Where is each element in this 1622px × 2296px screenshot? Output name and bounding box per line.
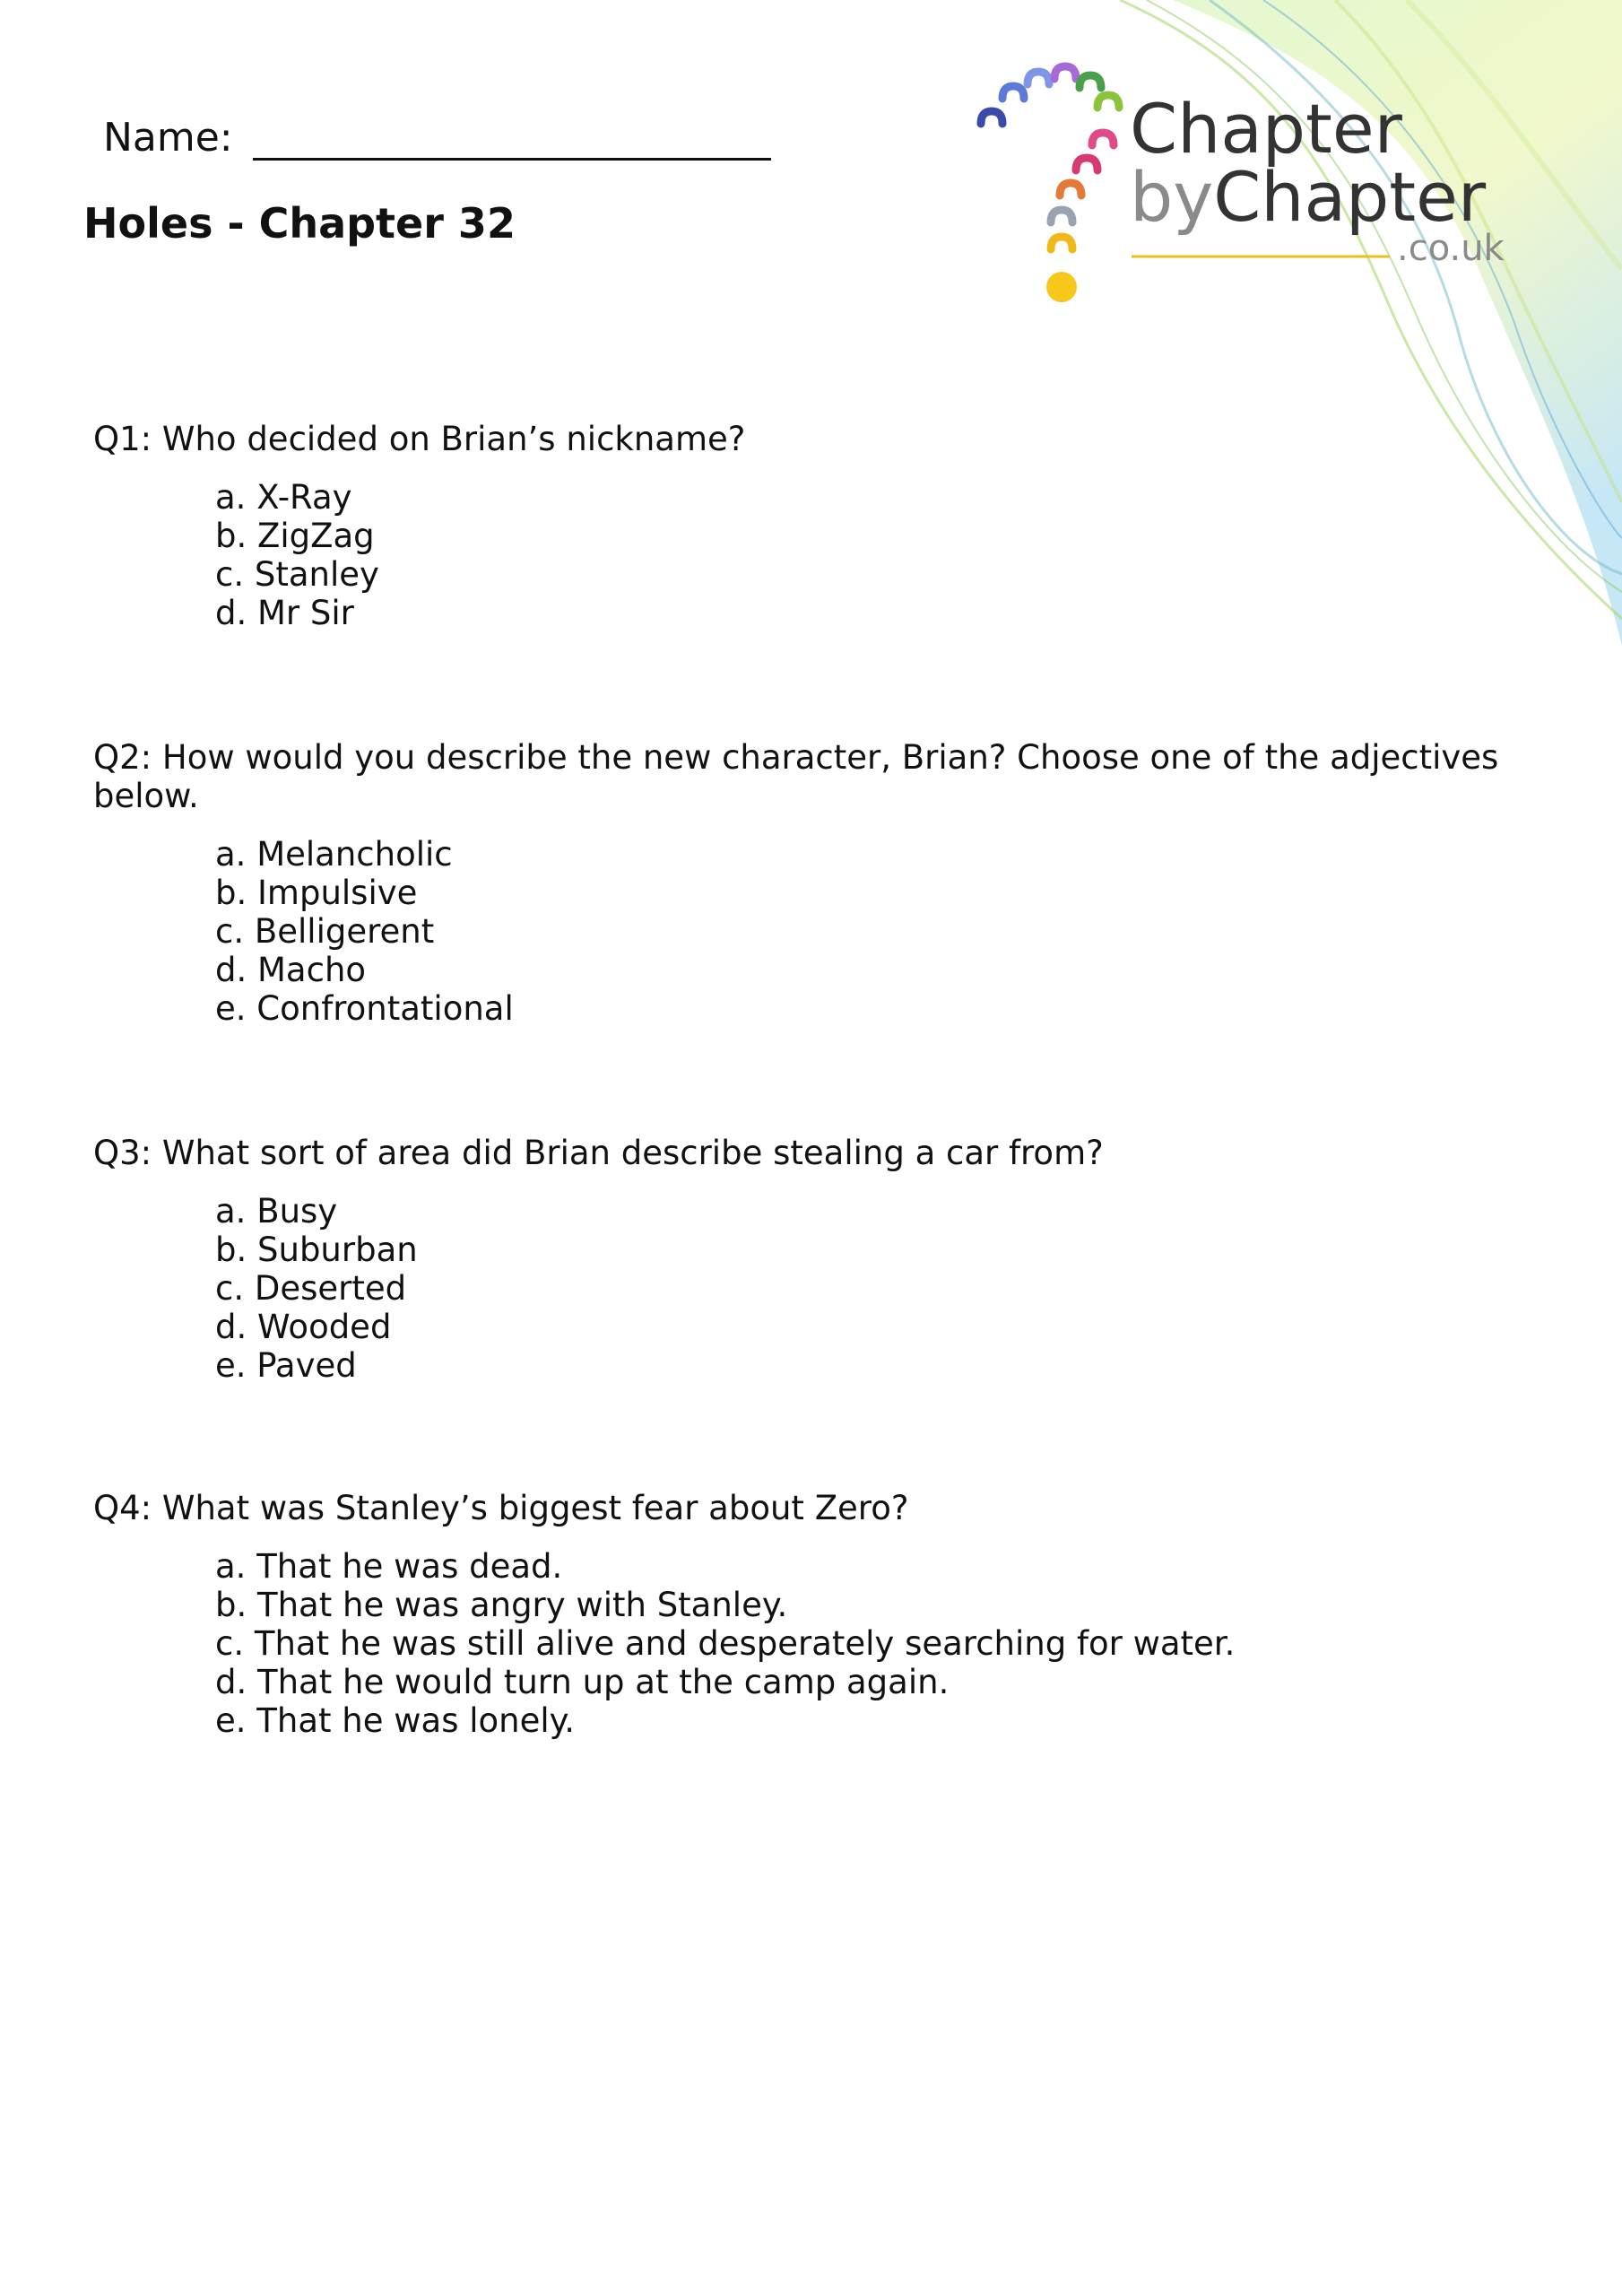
answer-option[interactable]: a. X-Ray	[215, 478, 352, 517]
answer-option[interactable]: d. Macho	[215, 951, 367, 989]
name-label: Name:	[103, 115, 233, 161]
answer-option[interactable]: b. Suburban	[215, 1231, 418, 1269]
logo-dot	[1046, 272, 1077, 302]
logo-domain-text: .co.uk	[1397, 228, 1505, 269]
answer-option[interactable]: a. Melancholic	[215, 835, 453, 874]
logo-by-chapter-text: byChapter	[1130, 157, 1487, 237]
answer-option[interactable]: d. That he would turn up at the camp again.	[215, 1663, 950, 1701]
question-2	[93, 738, 1528, 1028]
chapter-by-chapter-logo	[968, 52, 1542, 321]
answer-options	[215, 478, 1528, 632]
question-1	[93, 420, 1528, 632]
answer-option[interactable]: c. Belligerent	[215, 912, 435, 951]
name-blank-line[interactable]	[253, 117, 771, 161]
answer-option[interactable]: d. Wooded	[215, 1308, 392, 1346]
answer-options	[215, 1547, 1528, 1740]
answer-option[interactable]: b. That he was angry with Stanley.	[215, 1586, 788, 1624]
answer-option[interactable]: b. Impulsive	[215, 874, 418, 912]
answer-option[interactable]: a. That he was dead.	[215, 1547, 563, 1586]
answer-option[interactable]: c. Deserted	[215, 1269, 407, 1308]
answer-options	[215, 835, 1528, 1028]
books-question-mark-icon	[981, 66, 1119, 249]
answer-option[interactable]: e. Confrontational	[215, 989, 514, 1028]
answer-options	[215, 1192, 1528, 1385]
question-3	[93, 1134, 1528, 1385]
answer-option[interactable]: e. That he was lonely.	[215, 1701, 576, 1740]
question-text: Q3: What sort of area did Brian describe stealing a car from?	[93, 1134, 1104, 1172]
answer-option[interactable]: b. ZigZag	[215, 517, 375, 555]
question-text: Q1: Who decided on Brian’s nickname?	[93, 420, 746, 458]
name-field-row	[103, 115, 771, 161]
answer-option[interactable]: c. Stanley	[215, 555, 379, 594]
question-text: Q2: How would you describe the new character, Brian? Choose one of the adjectives below.	[93, 738, 1499, 815]
answer-option[interactable]: a. Busy	[215, 1192, 338, 1231]
question-text: Q4: What was Stanley’s biggest fear about Zero?	[93, 1489, 909, 1527]
answer-option[interactable]: d. Mr Sir	[215, 594, 354, 632]
question-4	[93, 1489, 1528, 1740]
logo-chapter-text: Chapter	[1130, 89, 1402, 169]
answer-option[interactable]: c. That he was still alive and desperately searching for water.	[215, 1624, 1236, 1663]
worksheet-title: Holes - Chapter 32	[83, 199, 516, 248]
answer-option[interactable]: e. Paved	[215, 1346, 357, 1385]
